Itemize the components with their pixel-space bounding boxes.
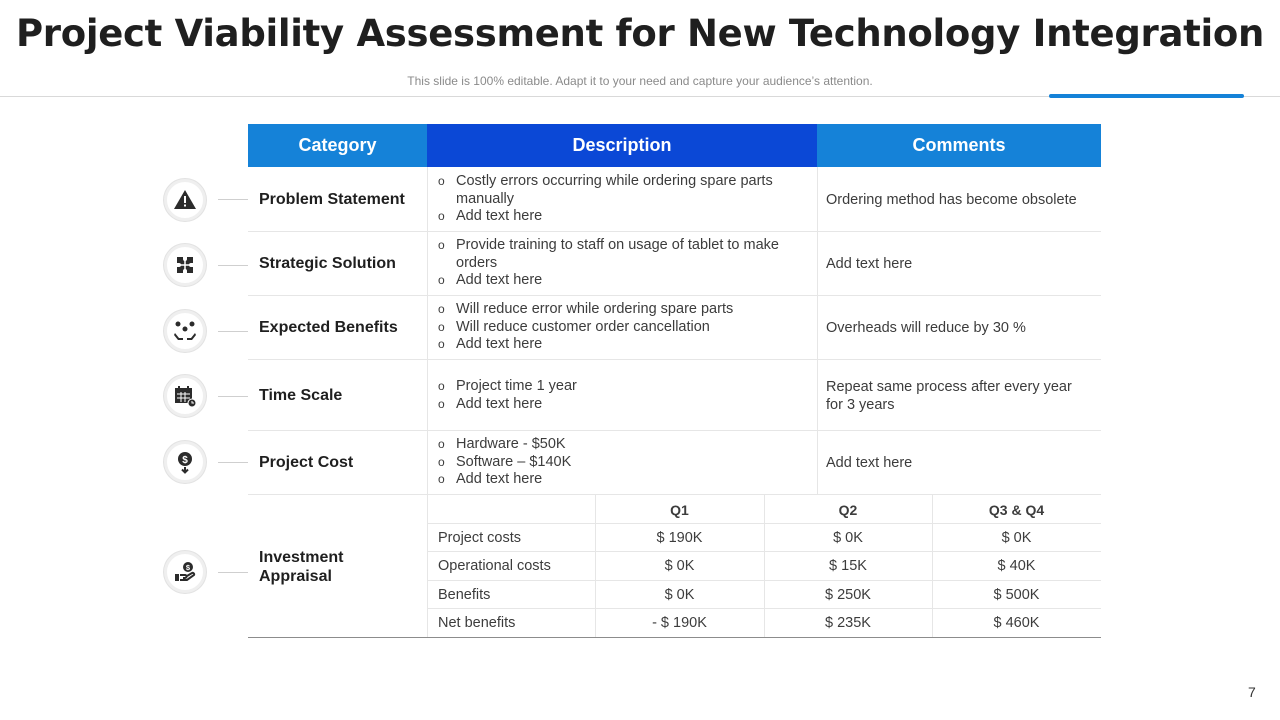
connector-line [218,331,248,332]
list-item [438,471,810,489]
quarter-header: Q2 [838,502,858,518]
category-label: Project Cost [259,454,354,471]
row-divider [248,494,1101,495]
column-divider [427,167,428,637]
bullet-text: Provide training to staff on usage of tablet to make [456,237,779,253]
bullet-marker: o [438,379,445,393]
slide-subtitle: This slide is 100% editable. Adapt it to your need and capture your audience’s attention. [407,74,873,88]
bullet-text: Project time 1 year [456,378,577,394]
table-bottom-rule [248,637,1101,638]
bullet-text: Add text here [456,336,543,352]
hand-money-icon [164,551,206,593]
list-item [438,237,810,255]
investment-row-label: Net benefits [438,615,516,631]
investment-value: $ 250K [825,587,871,603]
bullet-text: Will reduce customer order cancellation [456,318,710,335]
benefits-hands-icon [164,310,206,352]
comment-cell: Add text here [826,455,913,471]
header-comments: Comments [817,124,1101,167]
connector-line [218,265,248,266]
investment-value: $ 500K [993,587,1040,603]
bullet-text: Add text here [456,208,543,224]
bullet-text: Add text here [456,471,543,487]
warning-icon [164,179,206,221]
list-item [438,436,810,454]
list-item [438,454,810,472]
list-item [438,255,810,273]
connector-line [218,572,248,573]
investment-value: $ 0K [1001,530,1032,546]
header-category: Category [248,124,427,167]
quarter-header: Q3 & Q4 [988,502,1045,518]
bullet-text: Hardware - $50K [456,436,566,452]
description-cell [438,301,810,354]
comment-line: for 3 years [826,397,895,413]
dollar-down-icon [164,441,206,483]
investment-row-label: Benefits [438,587,491,603]
row-divider [248,359,1101,360]
investment-value: $ 0K [833,530,863,546]
comment-cell: Add text here [826,256,913,272]
description-cell [438,436,810,489]
bullet-marker: o [438,209,445,223]
comment-cell: Ordering method has become obsolete [826,192,1077,208]
list-item [438,173,810,191]
list-item [438,378,810,396]
bullet-text: Add text here [456,272,543,288]
bullet-marker: o [438,437,445,451]
column-divider [817,167,818,494]
description-cell [438,173,810,226]
category-label: Strategic Solution [259,255,396,272]
calendar-clock-icon [164,375,206,417]
puzzle-icon [164,244,206,286]
bullet-text: Software – $140K [456,453,572,470]
row-divider [248,430,1101,431]
description-cell [438,237,810,290]
page-number: 7 [1248,684,1256,700]
list-item [438,272,810,290]
row-divider [248,231,1101,232]
category-label [259,548,343,586]
bullet-marker: o [438,396,445,411]
list-item [438,191,810,209]
category-line: Appraisal [259,568,332,585]
connector-line [218,199,248,200]
connector-line [218,462,248,463]
investment-value: $ 190K [656,530,703,546]
investment-value: $ 235K [825,615,871,631]
comment-line: Repeat same process after every year [826,379,1072,395]
slide-title: Project Viability Assessment for New Technology Integration [15,12,1265,55]
bullet-marker: o [438,472,445,486]
bullet-marker: o [438,302,445,316]
bullet-text: Will reduce error while ordering spare parts [456,301,734,317]
list-item [438,208,810,226]
category-label: Expected Benefits [259,319,398,336]
comment-cell: Overheads will reduce by 30 % [826,320,1026,336]
description-cell [438,378,810,413]
bullet-marker: o [438,454,445,469]
accent-bar [1049,94,1244,98]
bullet-marker: o [438,337,445,351]
investment-value: $ 15K [829,558,867,574]
investment-value: - $ 190K [652,615,707,631]
category-label: Problem Statement [259,191,405,208]
bullet-marker: o [438,319,445,334]
investment-row-label: Operational costs [438,558,551,574]
bullet-marker: o [438,174,445,188]
quarter-header: Q1 [670,502,689,518]
svg-text:$: $ [185,563,191,572]
investment-value: $ 0K [664,558,695,574]
bullet-marker: o [438,273,445,287]
list-item [438,396,810,414]
bullet-marker: o [438,238,445,252]
investment-value: $ 460K [993,615,1040,631]
category-line: Investment [259,549,344,566]
category-label: Time Scale [259,387,343,404]
list-item [438,301,810,319]
bullet-text: Add text here [456,395,543,412]
bullet-text: Costly errors occurring while ordering spare parts [456,173,773,189]
row-divider [248,295,1101,296]
bullet-text: orders [456,254,498,271]
svg-text:$: $ [182,455,188,466]
investment-value: $ 40K [997,558,1036,574]
connector-line [218,396,248,397]
list-item [438,336,810,354]
bullet-text: manually [456,190,515,207]
list-item [438,319,810,337]
investment-row-label: Project costs [438,530,521,546]
investment-value: $ 0K [664,587,695,603]
comment-cell [826,378,1091,414]
header-description: Description [427,124,817,167]
